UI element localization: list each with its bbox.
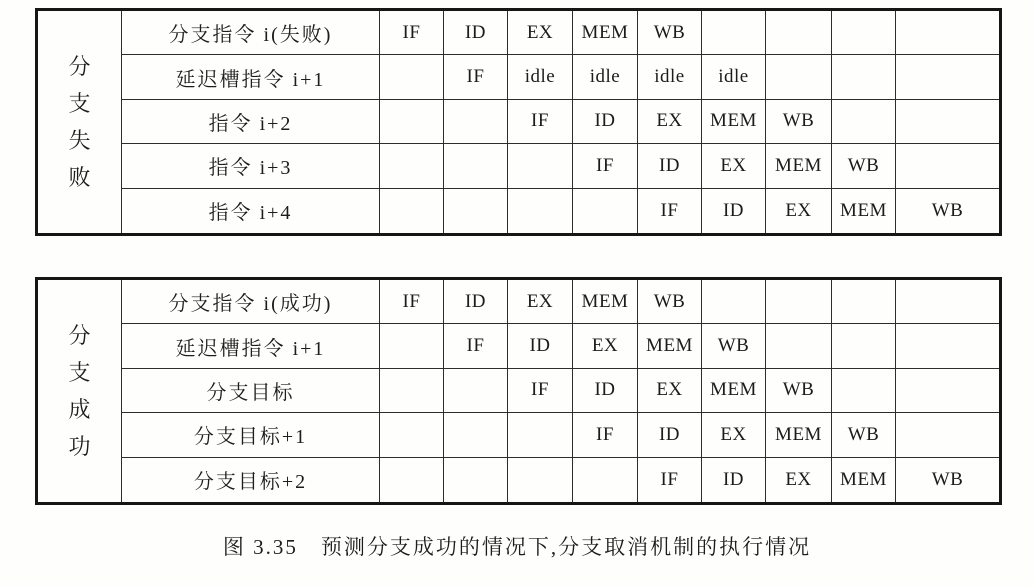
empty-stage-cell <box>896 324 999 368</box>
empty-stage-cell <box>380 324 444 368</box>
stage-cell: WB <box>638 11 702 55</box>
stage-cell: MEM <box>832 189 896 233</box>
instruction-label: 指令 i+3 <box>122 144 380 188</box>
stage-cell: WB <box>766 369 832 413</box>
instruction-label: 延迟槽指令 i+1 <box>122 55 380 99</box>
empty-stage-cell <box>380 100 444 144</box>
stage-cell: EX <box>766 458 832 502</box>
instruction-label: 延迟槽指令 i+1 <box>122 324 380 368</box>
empty-stage-cell <box>896 413 999 457</box>
instruction-label: 分支目标+2 <box>122 458 380 502</box>
stage-cell: ID <box>444 11 508 55</box>
stage-cell: MEM <box>702 100 766 144</box>
empty-stage-cell <box>766 11 832 55</box>
instruction-label: 指令 i+2 <box>122 100 380 144</box>
stage-cell: EX <box>766 189 832 233</box>
empty-stage-cell <box>832 324 896 368</box>
empty-stage-cell <box>380 369 444 413</box>
stage-cell: IF <box>508 369 573 413</box>
side-label <box>38 280 122 502</box>
stage-cell: IF <box>508 100 573 144</box>
empty-stage-cell <box>444 369 508 413</box>
empty-stage-cell <box>444 413 508 457</box>
stage-cell: MEM <box>573 11 638 55</box>
stage-cell: WB <box>766 100 832 144</box>
stage-cell: WB <box>832 413 896 457</box>
empty-stage-cell <box>832 100 896 144</box>
stage-cell: EX <box>508 280 573 324</box>
empty-stage-cell <box>832 280 896 324</box>
empty-stage-cell <box>702 11 766 55</box>
stage-cell: IF <box>638 458 702 502</box>
empty-stage-cell <box>766 280 832 324</box>
empty-stage-cell <box>508 144 573 188</box>
stage-cell: EX <box>638 100 702 144</box>
empty-stage-cell <box>380 413 444 457</box>
empty-stage-cell <box>896 144 999 188</box>
stage-cell: WB <box>832 144 896 188</box>
stage-cell: MEM <box>638 324 702 368</box>
stage-cell: ID <box>573 369 638 413</box>
empty-stage-cell <box>832 55 896 99</box>
empty-stage-cell <box>508 458 573 502</box>
empty-stage-cell <box>380 458 444 502</box>
side-label-char: 成 <box>68 396 91 422</box>
instruction-label: 分支目标 <box>122 369 380 413</box>
stage-cell: ID <box>444 280 508 324</box>
stage-cell: EX <box>573 324 638 368</box>
stage-cell: IF <box>380 11 444 55</box>
side-label-char: 功 <box>68 433 91 459</box>
side-label-char: 支 <box>68 90 91 116</box>
stage-cell: MEM <box>832 458 896 502</box>
stage-cell: WB <box>638 280 702 324</box>
stage-cell: MEM <box>702 369 766 413</box>
empty-stage-cell <box>508 413 573 457</box>
stage-cell: MEM <box>573 280 638 324</box>
empty-stage-cell <box>380 55 444 99</box>
empty-stage-cell <box>380 189 444 233</box>
side-label-char: 败 <box>68 164 91 190</box>
stage-cell: EX <box>702 144 766 188</box>
empty-stage-cell <box>766 324 832 368</box>
stage-cell: IF <box>444 324 508 368</box>
empty-stage-cell <box>573 458 638 502</box>
stage-cell: ID <box>702 189 766 233</box>
empty-stage-cell <box>832 369 896 413</box>
stage-cell: EX <box>638 369 702 413</box>
instruction-label: 分支指令 i(失败) <box>122 11 380 55</box>
stage-cell: ID <box>702 458 766 502</box>
side-label-char: 支 <box>68 359 91 385</box>
stage-cell: WB <box>931 468 964 490</box>
branch-fail-table <box>35 8 1002 236</box>
figure-caption: 图 3.35 预测分支成功的情况下,分支取消机制的执行情况 <box>222 535 812 559</box>
stage-cell: idle <box>638 55 702 99</box>
instruction-label: 指令 i+4 <box>122 189 380 233</box>
stage-cell: WB <box>931 199 964 221</box>
empty-stage-cell <box>832 11 896 55</box>
stage-cell: IF <box>444 55 508 99</box>
stage-cell: idle <box>508 55 573 99</box>
stage-cell: IF <box>638 189 702 233</box>
stage-cell: EX <box>702 413 766 457</box>
empty-stage-cell <box>896 100 999 144</box>
side-label-char: 分 <box>68 53 91 79</box>
side-label <box>38 11 122 233</box>
empty-stage-cell <box>702 280 766 324</box>
stage-cell: idle <box>702 55 766 99</box>
side-label-char: 失 <box>68 127 91 153</box>
empty-stage-cell <box>573 189 638 233</box>
empty-stage-cell <box>896 280 999 324</box>
stage-cell: IF <box>573 144 638 188</box>
stage-cell: ID <box>638 413 702 457</box>
instruction-label: 分支指令 i(成功) <box>122 280 380 324</box>
empty-stage-cell <box>896 369 999 413</box>
stage-cell: WB <box>702 324 766 368</box>
empty-stage-cell <box>444 100 508 144</box>
empty-stage-cell <box>896 55 999 99</box>
instruction-label: 分支目标+1 <box>122 413 380 457</box>
empty-stage-cell <box>380 144 444 188</box>
empty-stage-cell <box>508 189 573 233</box>
empty-stage-cell <box>444 458 508 502</box>
stage-cell: EX <box>508 11 573 55</box>
branch-success-table <box>35 277 1002 505</box>
empty-stage-cell <box>444 189 508 233</box>
stage-cell: IF <box>380 280 444 324</box>
stage-cell: IF <box>573 413 638 457</box>
empty-stage-cell <box>766 55 832 99</box>
stage-cell: MEM <box>766 144 832 188</box>
stage-cell: ID <box>508 324 573 368</box>
stage-cell: MEM <box>766 413 832 457</box>
side-label-char: 分 <box>68 322 91 348</box>
stage-cell: idle <box>573 55 638 99</box>
stage-cell: ID <box>638 144 702 188</box>
empty-stage-cell <box>444 144 508 188</box>
empty-stage-cell <box>896 11 999 55</box>
stage-cell: ID <box>573 100 638 144</box>
